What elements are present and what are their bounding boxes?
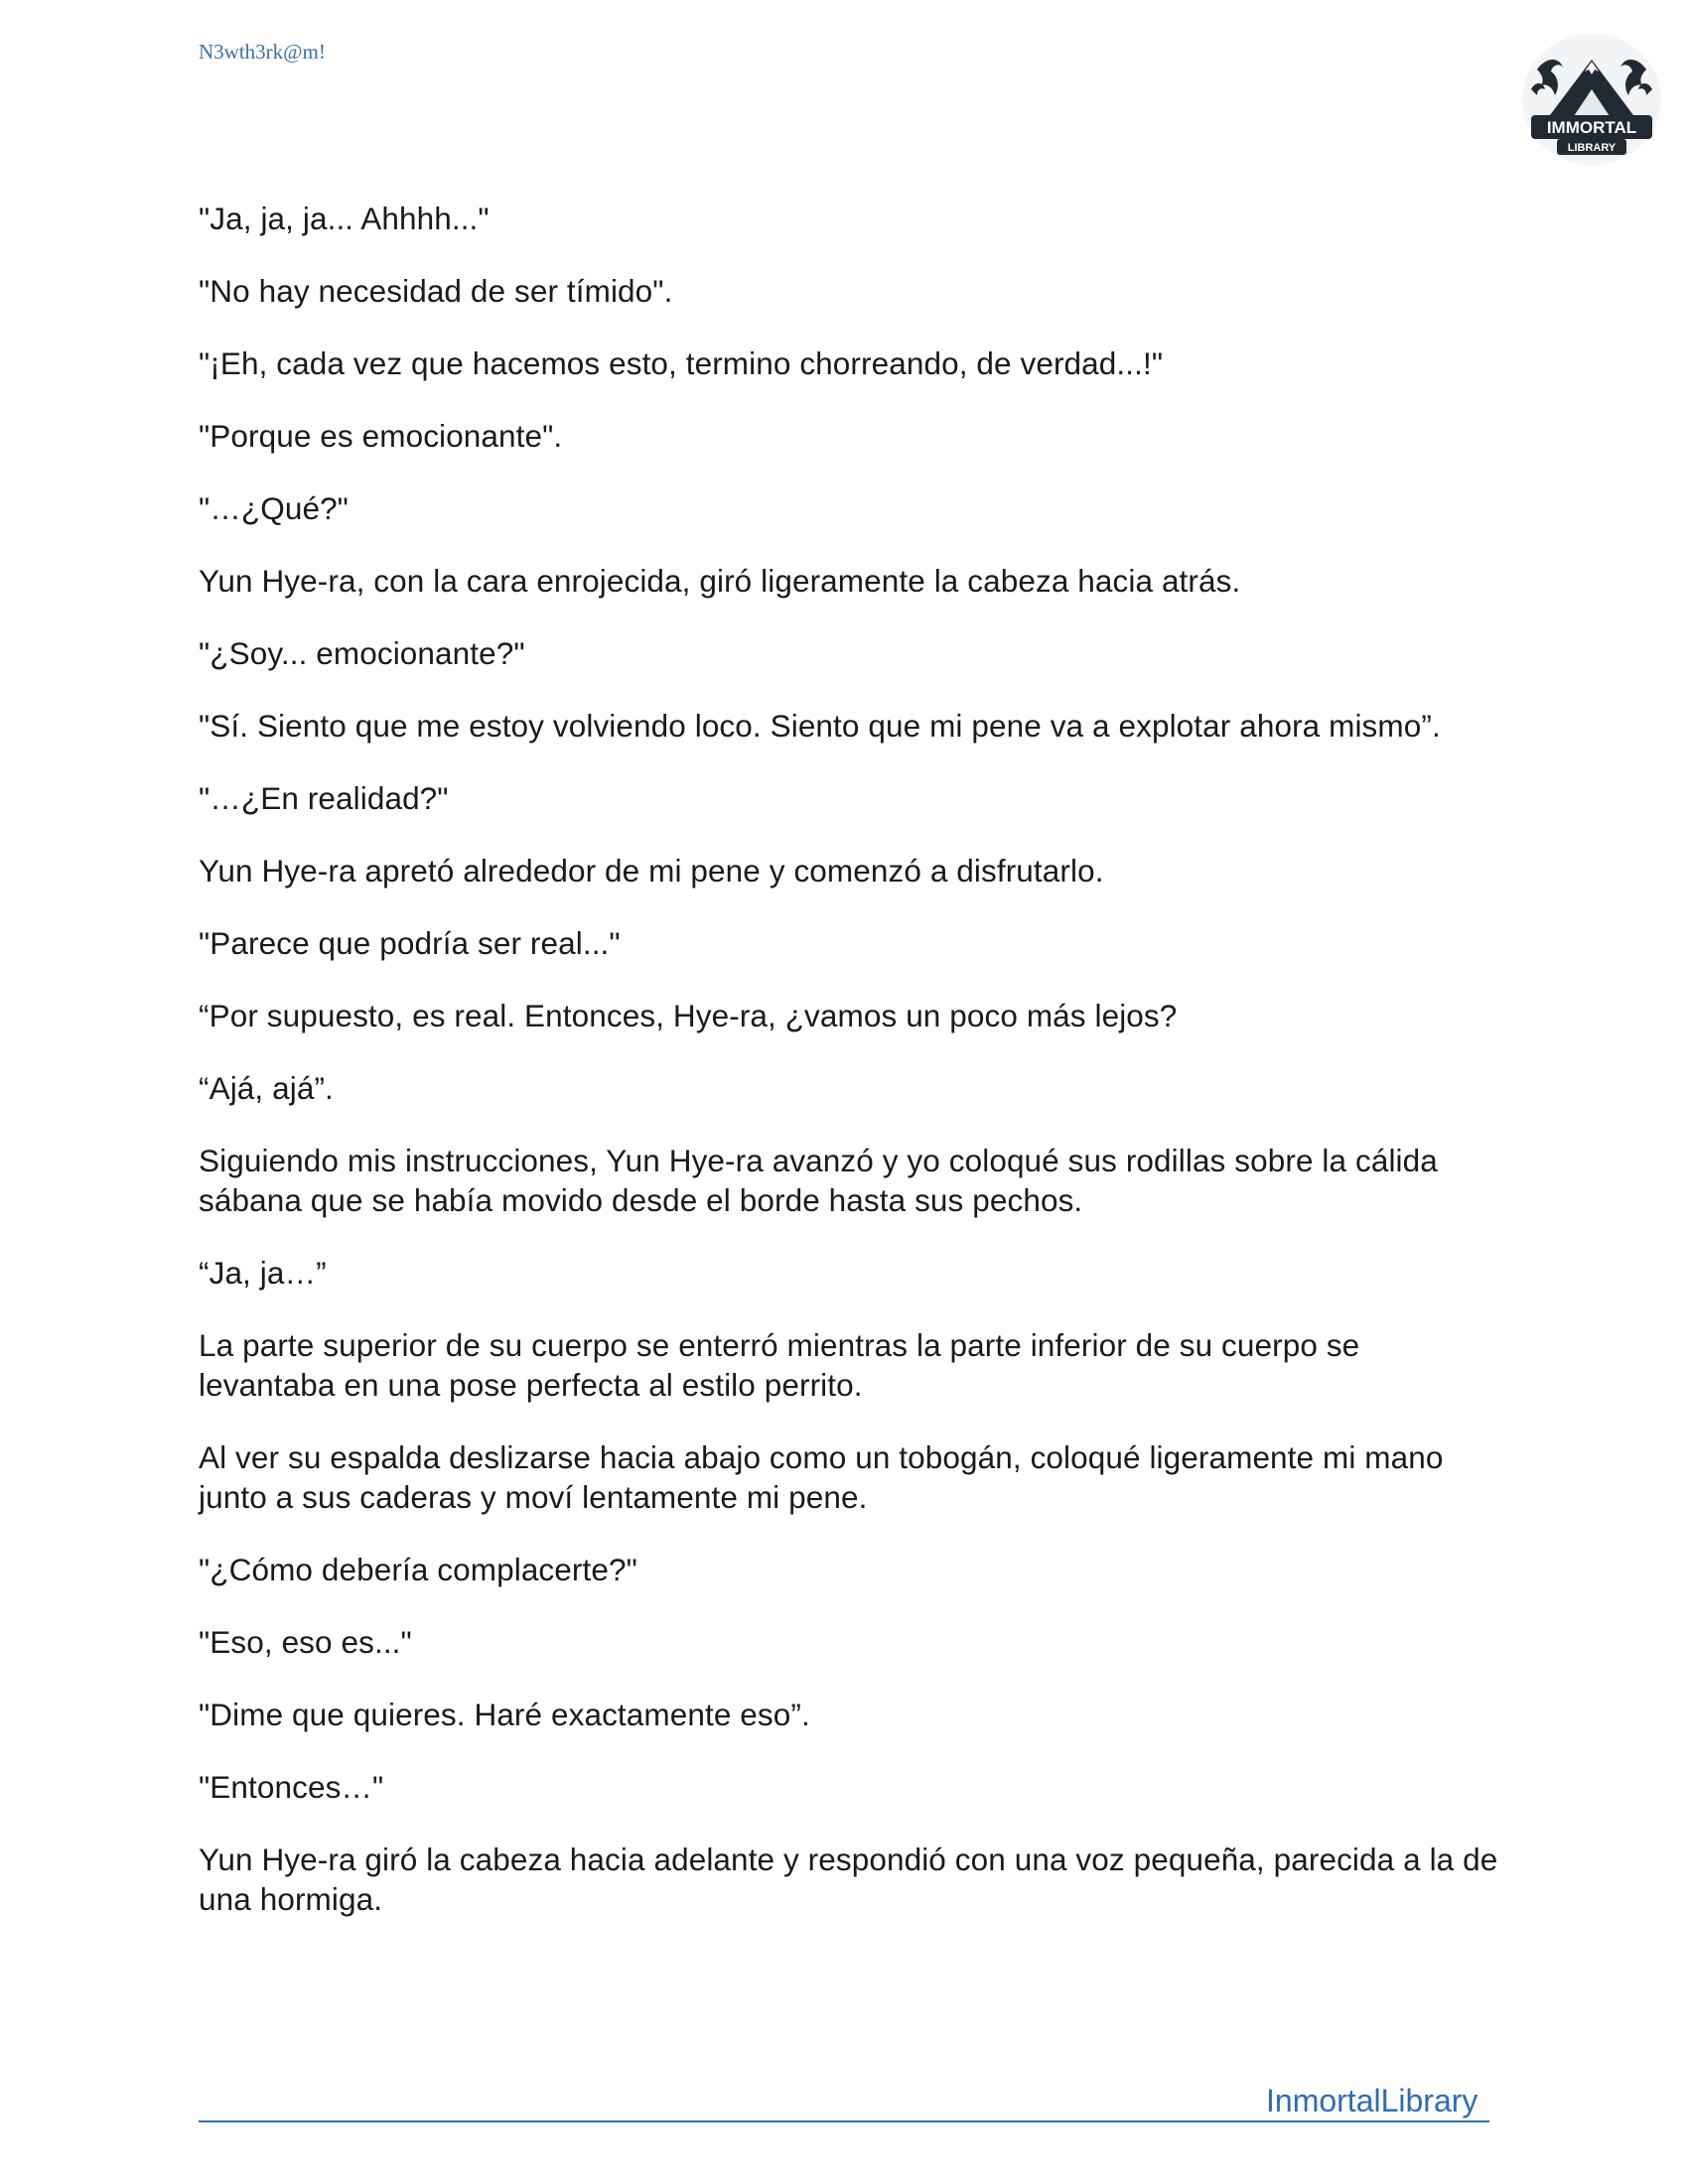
paragraph: “Ajá, ajá”. (199, 1070, 334, 1106)
paragraph: Al ver su espalda deslizarse hacia abajo como un tobogán, coloqué ligeramente mi mano junto a sus caderas y moví lentamente mi pene. (199, 1439, 1444, 1515)
paragraph: Yun Hye-ra giró la cabeza hacia adelante y respondió con una voz pequeña, parecida a la de una hormiga. (199, 1842, 1498, 1917)
paragraph: Yun Hye-ra, con la cara enrojecida, giró ligeramente la cabeza hacia atrás. (199, 563, 1241, 599)
paragraph: Yun Hye-ra apretó alrededor de mi pene y comenzó a disfrutarlo. (199, 853, 1104, 888)
paragraph: "…¿En realidad?" (199, 780, 449, 816)
logo-text-top: IMMORTAL (1546, 118, 1637, 137)
paragraph: "Eso, eso es..." (199, 1624, 412, 1660)
paragraph: "Sí. Siento que me estoy volviendo loco. Siento que mi pene va a explotar ahora mismo”. (199, 708, 1441, 744)
paragraph: Siguiendo mis instrucciones, Yun Hye-ra avanzó y yo coloqué sus rodillas sobre la cálida sábana que se había movido desde el borde hasta sus pechos. (199, 1143, 1438, 1218)
immortal-library-logo (1517, 30, 1666, 169)
paragraph: "Dime que quieres. Haré exactamente eso”. (199, 1697, 810, 1732)
logo-text-bottom: LIBRARY (1567, 142, 1617, 154)
paragraph: "¡Eh, cada vez que hacemos esto, termino chorreando, de verdad...!" (199, 345, 1164, 381)
paragraph: "Porque es emocionante". (199, 418, 563, 454)
paragraph: "Entonces…" (199, 1769, 384, 1805)
paragraph: "Parece que podría ser real..." (199, 925, 621, 961)
footer-rule (199, 2120, 1489, 2122)
paragraph: "No hay necesidad de ser tímido". (199, 273, 673, 309)
paragraph: "…¿Qué?" (199, 490, 349, 526)
paragraph: La parte superior de su cuerpo se enterró mientras la parte inferior de su cuerpo se levantaba en una pose perfecta al estilo perrito. (199, 1327, 1360, 1403)
header-tag: N3wth3rk@m! (199, 40, 326, 64)
paragraph: "Ja, ja, ja... Ahhhh..." (199, 201, 490, 236)
paragraph: "¿Cómo debería complacerte?" (199, 1552, 637, 1587)
paragraph: "¿Soy... emocionante?" (199, 635, 525, 671)
footer-link[interactable]: InmortalLibrary (1266, 2083, 1478, 2118)
paragraph: “Ja, ja…” (199, 1255, 327, 1291)
page-body (199, 199, 1499, 1952)
paragraph: “Por supuesto, es real. Entonces, Hye-ra, ¿vamos un poco más lejos? (199, 998, 1178, 1033)
